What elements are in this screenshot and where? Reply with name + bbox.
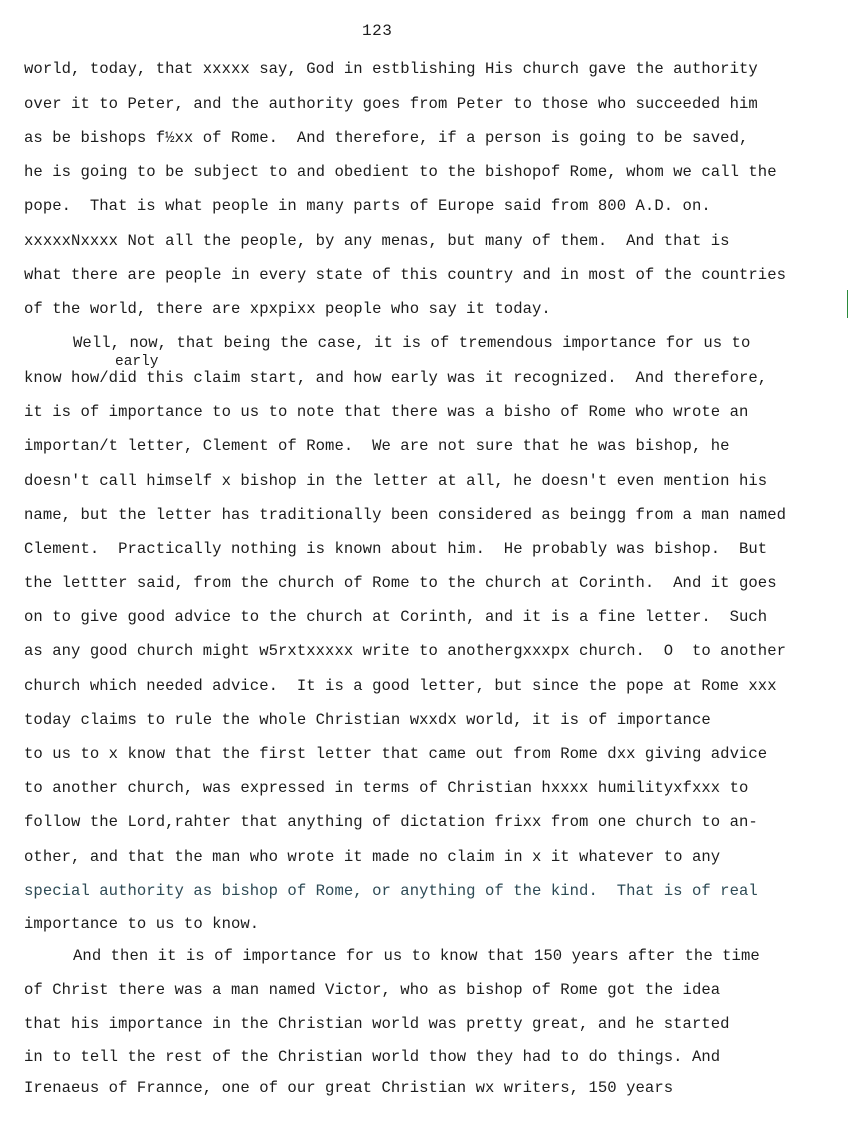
- text-line: the lettter said, from the church of Rome to the church at Corinth. And it goes: [24, 574, 777, 592]
- text-line: as any good church might w5rxtxxxxx write to anothergxxxpx church. O to another: [24, 642, 787, 660]
- text-line: Well, now, that being the case, it is of tremendous importance for us to: [73, 334, 751, 352]
- text-line: that his importance in the Christian world was pretty great, and he started: [24, 1015, 730, 1033]
- text-line: in to tell the rest of the Christian world thow they had to do things. And: [24, 1048, 721, 1066]
- text-line: it is of importance to us to note that there was a bisho of Rome who wrote an: [24, 403, 749, 421]
- text-line: of Christ there was a man named Victor, who as bishop of Rome got the idea: [24, 981, 721, 999]
- text-line: world, today, that xxxxx say, God in estblishing His church gave the authority: [24, 60, 758, 78]
- text-line: to us to x know that the first letter that came out from Rome dxx giving advice: [24, 745, 768, 763]
- interlinear-insertion: early: [115, 354, 159, 370]
- text-line: Clement. Practically nothing is known about him. He probably was bishop. But: [24, 540, 768, 558]
- page-number: 123: [362, 22, 393, 40]
- text-line: other, and that the man who wrote it made no claim in x it whatever to any: [24, 848, 721, 866]
- text-line: And then it is of importance for us to know that 150 years after the time: [73, 947, 760, 965]
- margin-mark: [847, 290, 848, 318]
- text-line: xxxxxNxxxx Not all the people, by any menas, but many of them. And that is: [24, 232, 730, 250]
- text-line: to another church, was expressed in terms of Christian hxxxx humilityxfxxx to: [24, 779, 749, 797]
- text-line: today claims to rule the whole Christian wxxdx world, it is of importance: [24, 711, 711, 729]
- text-line: pope. That is what people in many parts of Europe said from 800 A.D. on.: [24, 197, 711, 215]
- text-line: name, but the letter has traditionally been considered as beingg from a man named: [24, 506, 787, 524]
- text-line: doesn't call himself x bishop in the letter at all, he doesn't even mention his: [24, 472, 768, 490]
- text-line: what there are people in every state of this country and in most of the countries: [24, 266, 787, 284]
- text-line: know how/did this claim start, and how early was it recognized. And therefore,: [24, 369, 768, 387]
- text-line: of the world, there are xpxpixx people who say it today.: [24, 300, 551, 318]
- text-line: special authority as bishop of Rome, or anything of the kind. That is of real: [24, 882, 758, 900]
- text-line: Irenaeus of Frannce, one of our great Christian wx writers, 150 years: [24, 1079, 674, 1097]
- text-line: follow the Lord,rahter that anything of dictation frixx from one church to an-: [24, 813, 758, 831]
- text-line: church which needed advice. It is a good letter, but since the pope at Rome xxx: [24, 677, 777, 695]
- text-line: importance to us to know.: [24, 915, 260, 933]
- text-line: on to give good advice to the church at Corinth, and it is a fine letter. Such: [24, 608, 768, 626]
- text-line: importan/t letter, Clement of Rome. We are not sure that he was bishop, he: [24, 437, 730, 455]
- text-line: as be bishops f½xx of Rome. And therefore, if a person is going to be saved,: [24, 129, 749, 147]
- text-line: he is going to be subject to and obedient to the bishopof Rome, whom we call the: [24, 163, 777, 181]
- text-line: over it to Peter, and the authority goes from Peter to those who succeeded him: [24, 95, 758, 113]
